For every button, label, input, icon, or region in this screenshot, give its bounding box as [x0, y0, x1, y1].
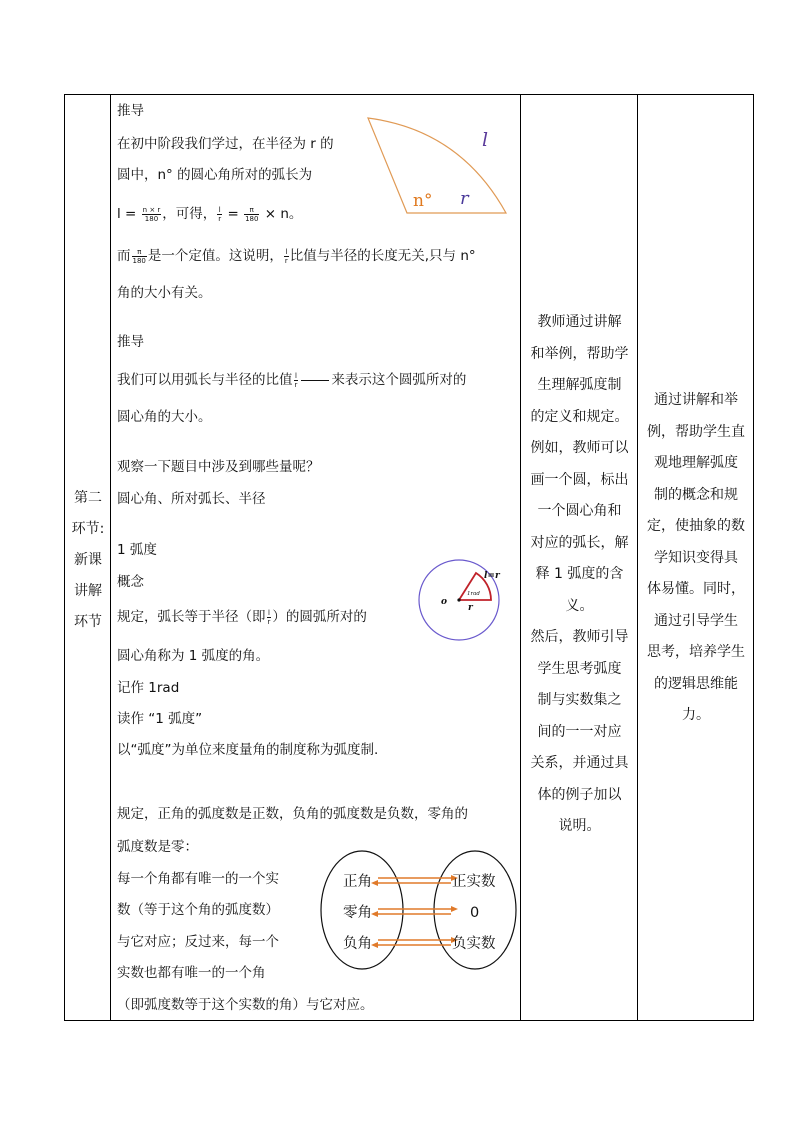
design-purpose-cell: 通过讲解和举 例，帮助学生直 观地理解弧度 制的概念和规 定，使抽象的数 学知识变得具 体易懂。同时， 通过引导学生 思考，培养学生 的逻辑思维能 力。: [647, 392, 745, 723]
fraction: $\frac{l}{r}$: [294, 371, 298, 389]
arrow-heads: [371, 875, 458, 948]
text-line: 以“弧度”为单位来度量角的制度称为弧度制.: [117, 742, 379, 758]
fraction: $\frac{l}{r}$: [218, 205, 222, 223]
radius-label: r: [468, 603, 473, 613]
sector-figure: [360, 108, 510, 216]
text-line: 读作 “1 弧度”: [117, 711, 203, 727]
negative-angle-label: 负角: [343, 936, 372, 952]
text-line: 在初中阶段我们学过，在半径为 r 的: [117, 136, 334, 152]
text-line: 观察一下题目中涉及到哪些量呢？: [117, 459, 320, 475]
text-line: 角的大小有关。: [117, 285, 212, 301]
text-line: 而 $\frac{\pi}{180}$ 是一个定值。这说明， $\frac{l}{r}$ 比值与半径的长度无关,只与 n°: [117, 247, 476, 265]
col-divider-1: [110, 95, 111, 1020]
text-line: 圆心角称为 1 弧度的角。: [117, 648, 270, 664]
positive-real-label: 正实数: [452, 874, 496, 890]
heading-concept: 概念: [117, 574, 144, 590]
radius-label: r: [460, 188, 469, 209]
text-line: 圆心角、所对弧长、半径: [117, 491, 266, 507]
text-line: 规定，正角的弧度数是正数，负角的弧度数是负数，零角的: [117, 806, 468, 822]
stage-cell: 第二 环节: 新课 讲解 环节: [71, 490, 105, 630]
positive-angle-label: 正角: [343, 874, 372, 890]
heading-derivation-1: 推导: [117, 103, 144, 119]
teacher-activity-cell: 教师通过讲解 和举例，帮助学 生理解弧度制 的定义和规定。 例如，教师可以 画一个圆，标出 一个圆心角和 对应的弧长，解 释 1 弧度的含义。 然后，教师引导 学生思考弧度 制与实数集之 间的一一对应 关系，并通过具 体的例子加以 说明。: [530, 314, 629, 834]
correspondence-figure: [318, 848, 518, 972]
text-line: 记作 1rad: [117, 680, 180, 696]
formula-arc-length: l = $\frac{n \times r}{180}$ ，可得， $\frac{l}{r}$ = $\frac{\pi}{180}$ × n。: [117, 205, 303, 223]
one-radian-figure: [404, 558, 512, 642]
fraction: $\frac{\pi}{180}$: [245, 205, 259, 223]
lr-label: l=r: [484, 571, 500, 581]
center-dot: [457, 598, 460, 601]
fraction: $\frac{l}{r}$: [267, 608, 271, 626]
zero-angle-label: 零角: [343, 905, 372, 921]
angle-label: n°: [413, 191, 433, 211]
text-line: 数（等于这个角的弧度数）: [117, 902, 279, 918]
text-line: 实数也都有唯一的一个角: [117, 965, 266, 981]
col-divider-2: [520, 95, 521, 1020]
text-line: 圆心角的大小。: [117, 409, 212, 425]
fraction: $\frac{n \times r}{180}$: [142, 205, 161, 223]
arc-label: l: [482, 129, 489, 151]
heading-one-radian: 1 弧度: [117, 542, 157, 558]
dash: [301, 380, 329, 381]
text-line: 规定，弧长等于半径（即 $\frac{l}{r}$ ）的圆弧所对的: [117, 608, 367, 626]
negative-real-label: 负实数: [452, 936, 496, 952]
rad-label: 1rad: [467, 591, 480, 597]
text-line: （即弧度数等于这个实数的角）与它对应。: [117, 997, 374, 1013]
text-line: 我们可以用弧长与半径的比值 $\frac{l}{r}$ 来表示这个圆弧所对的: [117, 371, 467, 389]
origin-label: o: [441, 597, 448, 607]
zero-label: 0: [470, 905, 480, 921]
arrows: [378, 878, 451, 945]
col-divider-3: [637, 95, 638, 1020]
text-line: 圆中，n° 的圆心角所对的弧长为: [117, 167, 313, 183]
fraction: $\frac{l}{r}$: [284, 247, 288, 265]
text-line: 每一个角都有唯一的一个实: [117, 871, 279, 887]
text-line: 与它对应；反过来，每一个: [117, 934, 279, 950]
heading-derivation-2: 推导: [117, 334, 144, 350]
text-line: 弧度数是零：: [117, 839, 198, 855]
fraction: $\frac{\pi}{180}$: [132, 247, 146, 265]
